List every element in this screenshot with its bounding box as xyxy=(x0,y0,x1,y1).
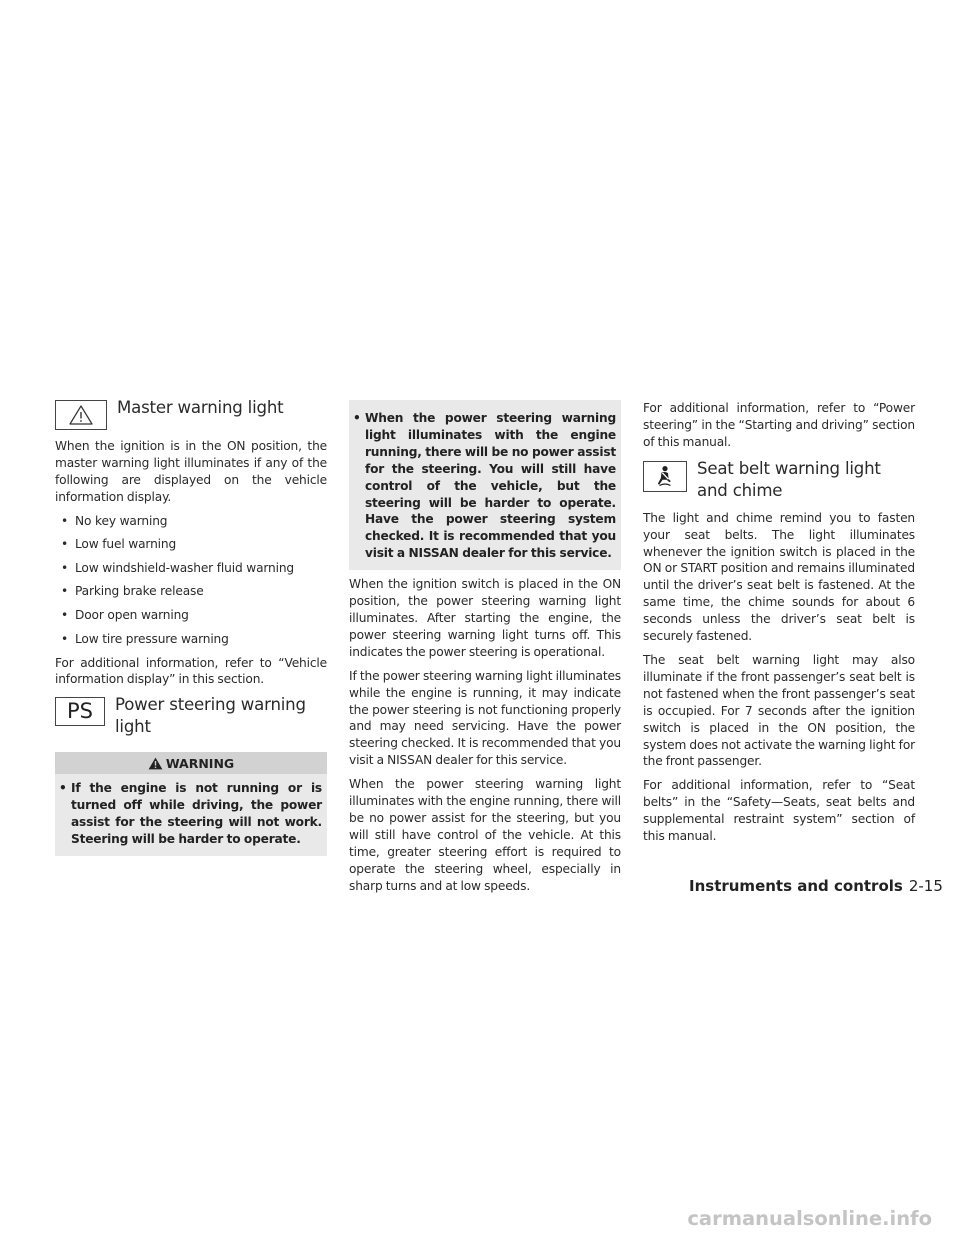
watermark: carmanualsonline.info xyxy=(687,1207,932,1230)
power-steering-paragraph-1: When the ignition switch is placed in the ON position, the power steering warning light illuminates. After starting the engine, the power steering warning light turns off. This indicates the power steering is operational. xyxy=(349,577,621,659)
power-steering-paragraph-3: When the power steering warning light illuminates with the engine running, there will be no power assist for the steering, but you will still have control of the vehicle. At this time, greater steering effort is required to operate the steering wheel, especially in sharp turns and at low speeds. xyxy=(349,777,621,893)
power-steering-paragraph-2: If the power steering warning light illuminates while the engine is running, it may indicate the power steering is not functioning properly and may need servicing. Have the power steering checked. It is recommended that you visit a NISSAN dealer for this service. xyxy=(349,668,621,768)
power-steering-heading xyxy=(55,697,327,738)
list-item: • No key warning xyxy=(61,513,168,528)
power-steering-title: Power steering warning light xyxy=(115,695,306,737)
warning-item: • If the engine is not running or is turned off while driving, the power assist for the steering will not work. Steering will be harder to operate. xyxy=(59,781,322,847)
warning-triangle-icon xyxy=(68,404,94,426)
warning-box-continued xyxy=(349,400,621,570)
seat-belt-title: Seat belt warning light and chime xyxy=(697,458,881,500)
master-warning-list xyxy=(55,513,327,648)
master-warning-icon-box xyxy=(55,400,107,430)
list-item: • Low tire pressure warning xyxy=(61,631,229,646)
master-warning-title: Master warning light xyxy=(117,398,284,417)
warning-header xyxy=(55,752,327,774)
seat-belt-heading xyxy=(643,458,915,502)
seat-belt-paragraph-3: For additional information, refer to “Seat belts” in the “Safety—Seats, seat belts and supplemental restraint system” section of this manual. xyxy=(643,778,915,844)
warning-label: WARNING xyxy=(165,755,235,771)
column-2 xyxy=(349,400,621,901)
seat-belt-icon xyxy=(654,465,676,487)
list-item: • Low windshield-washer fluid warning xyxy=(61,560,295,575)
list-item: • Parking brake release xyxy=(61,584,204,599)
list-item: • Door open warning xyxy=(61,608,189,622)
page-footer xyxy=(689,877,943,895)
seat-belt-icon-box xyxy=(643,461,687,492)
master-warning-reference: For additional information, refer to “Vehicle information display” in this section. xyxy=(55,655,327,687)
power-steering-icon-box xyxy=(55,697,105,726)
column-1 xyxy=(55,400,327,856)
master-warning-intro: When the ignition is in the ON position, the master warning light illuminates if any of the following are displayed on the vehicle information display. xyxy=(55,439,327,504)
seat-belt-paragraph-1: The light and chime remind you to fasten your seat belts. The light illuminates whenever the ignition switch is placed in the ON or START position and remains illuminated until the driver’s seat belt is fastened. At the same time, the chime sounds for about 6 seconds unless the driver’s seat belt is securely fastened. xyxy=(643,510,915,644)
warning-box xyxy=(55,752,327,856)
master-warning-heading xyxy=(55,400,327,430)
seat-belt-paragraph-2: The seat belt warning light may also illuminate if the front passenger’s seat belt is not fastened when the front passenger’s seat is occupied. For 7 seconds after the ignition switch is placed in the ON position, the system does not activate the warning light for the front passenger. xyxy=(643,652,915,769)
column-3 xyxy=(643,400,915,852)
footer-section-title: Instruments and controls xyxy=(689,877,903,895)
power-steering-reference: For additional information, refer to “Power steering” in the “Starting and driving” section of this manual. xyxy=(643,401,915,449)
page-number: 2-15 xyxy=(908,877,943,895)
list-item: • Low fuel warning xyxy=(61,537,177,552)
warning-triangle-icon xyxy=(148,757,163,770)
warning-item: • When the power steering warning light illuminates with the engine running, there will be no power assist for the steering. You will still have control of the vehicle, but the steering will be harder to operate. Have the power steering system checked. It is recommended that you visit a NISSAN dealer for this service. xyxy=(353,411,616,561)
power-steering-icon: PS xyxy=(67,699,93,724)
